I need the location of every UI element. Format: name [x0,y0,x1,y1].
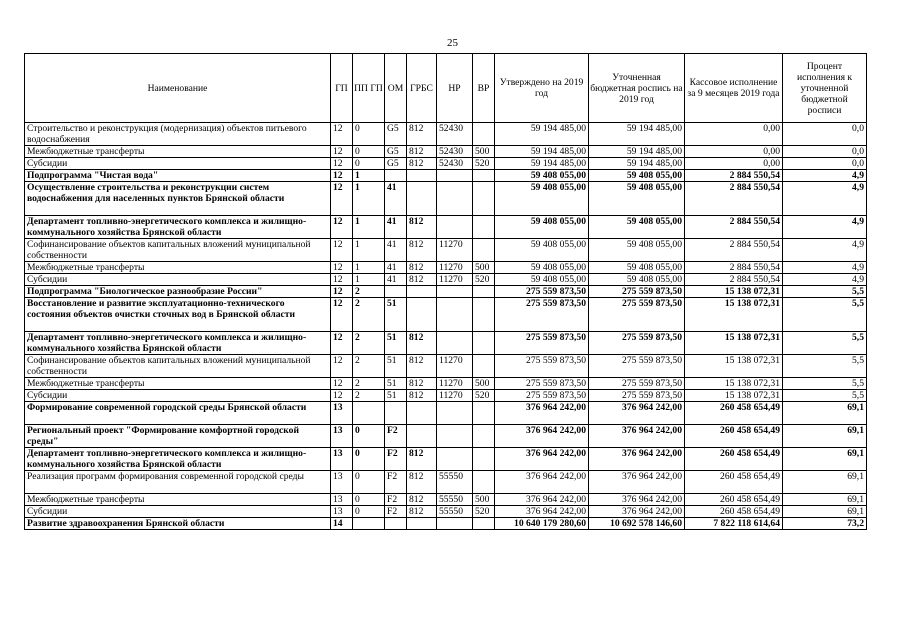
table-row [25,378,867,390]
row-ppgp: 1 [353,216,385,239]
row-percent: 5,5 [783,286,867,298]
row-grbs [407,170,437,182]
row-nr: 11270 [437,355,473,378]
row-nr: 55550 [437,506,473,518]
row-approved: 275 559 873,50 [495,332,589,355]
table-row [25,262,867,274]
row-vr: 500 [473,378,495,390]
row-gp: 14 [331,518,353,530]
row-nr: 11270 [437,274,473,286]
row-name: Софинансирование объектов капитальных вложений муниципальной собственности [25,239,331,262]
row-cash: 2 884 550,54 [685,262,783,274]
row-om: G5 [385,123,407,146]
row-grbs: 812 [407,471,437,494]
row-name: Софинансирование объектов капитальных вложений муниципальной собственности [25,355,331,378]
row-approved: 275 559 873,50 [495,355,589,378]
header-nr: НР [437,54,473,123]
row-nr [437,298,473,332]
row-approved: 59 408 055,00 [495,216,589,239]
row-cash: 260 458 654,49 [685,448,783,471]
row-gp: 12 [331,123,353,146]
row-gp: 13 [331,506,353,518]
row-om: F2 [385,425,407,448]
row-name: Межбюджетные трансферты [25,494,331,506]
row-nr: 52430 [437,146,473,158]
row-refined: 59 194 485,00 [589,123,685,146]
row-approved: 376 964 242,00 [495,494,589,506]
row-name: Подпрограмма "Биологическое разнообразие России" [25,286,331,298]
row-grbs: 812 [407,332,437,355]
row-name: Субсидии [25,274,331,286]
row-ppgp: 1 [353,182,385,216]
row-vr [473,518,495,530]
table-row [25,182,867,216]
row-nr: 11270 [437,378,473,390]
row-refined: 376 964 242,00 [589,402,685,425]
table-row [25,471,867,494]
row-percent: 0,0 [783,158,867,170]
row-name: Межбюджетные трансферты [25,146,331,158]
row-refined: 275 559 873,50 [589,378,685,390]
row-cash: 15 138 072,31 [685,298,783,332]
row-refined: 376 964 242,00 [589,506,685,518]
row-name: Строительство и реконструкция (модернизация) объектов питьевого водоснабжения [25,123,331,146]
row-grbs [407,286,437,298]
row-ppgp [353,402,385,425]
row-nr: 52430 [437,123,473,146]
row-cash: 15 138 072,31 [685,390,783,402]
row-om: 51 [385,298,407,332]
row-gp: 12 [331,262,353,274]
row-nr: 55550 [437,494,473,506]
row-vr [473,402,495,425]
row-ppgp: 2 [353,298,385,332]
row-refined: 376 964 242,00 [589,471,685,494]
row-refined: 59 194 485,00 [589,158,685,170]
header-cash: Кассовое исполнение за 9 месяцев 2019 года [685,54,783,123]
header-refined: Уточненная бюджетная роспись на 2019 год [589,54,685,123]
row-vr [473,286,495,298]
row-percent: 5,5 [783,355,867,378]
row-grbs [407,298,437,332]
row-refined: 59 408 055,00 [589,182,685,216]
row-refined: 59 408 055,00 [589,216,685,239]
row-approved: 275 559 873,50 [495,286,589,298]
row-om: 51 [385,378,407,390]
row-om [385,170,407,182]
row-gp: 12 [331,158,353,170]
row-percent: 69,1 [783,425,867,448]
row-vr [473,123,495,146]
table-row [25,355,867,378]
row-om: 41 [385,274,407,286]
row-om: 41 [385,239,407,262]
row-percent: 4,9 [783,182,867,216]
row-refined: 376 964 242,00 [589,425,685,448]
row-refined: 376 964 242,00 [589,448,685,471]
header-percent: Процент исполнения к уточненной бюджетной росписи [783,54,867,123]
row-cash: 2 884 550,54 [685,274,783,286]
row-cash: 2 884 550,54 [685,182,783,216]
row-om [385,402,407,425]
table-row [25,506,867,518]
row-vr [473,425,495,448]
row-cash: 260 458 654,49 [685,494,783,506]
row-cash: 2 884 550,54 [685,216,783,239]
row-percent: 5,5 [783,378,867,390]
row-refined: 10 692 578 146,60 [589,518,685,530]
row-grbs [407,402,437,425]
row-nr: 11270 [437,262,473,274]
row-name: Субсидии [25,158,331,170]
row-cash: 0,00 [685,123,783,146]
row-om: G5 [385,158,407,170]
row-cash: 0,00 [685,158,783,170]
row-approved: 376 964 242,00 [495,506,589,518]
row-vr: 500 [473,494,495,506]
table-row [25,170,867,182]
row-percent: 4,9 [783,239,867,262]
row-cash: 260 458 654,49 [685,425,783,448]
row-refined: 275 559 873,50 [589,390,685,402]
row-percent: 69,1 [783,402,867,425]
row-ppgp: 2 [353,355,385,378]
row-vr [473,216,495,239]
row-name: Развитие здравоохранения Брянской области [25,518,331,530]
table-row [25,216,867,239]
row-gp: 12 [331,216,353,239]
row-nr [437,332,473,355]
table-row [25,518,867,530]
row-percent: 4,9 [783,274,867,286]
row-gp: 13 [331,448,353,471]
row-approved: 59 194 485,00 [495,146,589,158]
row-percent: 69,1 [783,506,867,518]
row-approved: 59 408 055,00 [495,239,589,262]
row-om: 51 [385,332,407,355]
row-percent: 5,5 [783,332,867,355]
table-row [25,158,867,170]
row-ppgp: 0 [353,448,385,471]
table-row [25,298,867,332]
row-grbs [407,182,437,216]
row-grbs: 812 [407,262,437,274]
header-om: ОМ [385,54,407,123]
header-ppgp: ПП ГП [353,54,385,123]
row-grbs: 812 [407,274,437,286]
row-ppgp: 1 [353,170,385,182]
row-approved: 275 559 873,50 [495,390,589,402]
row-grbs [407,518,437,530]
row-ppgp: 0 [353,494,385,506]
row-cash: 260 458 654,49 [685,402,783,425]
row-cash: 15 138 072,31 [685,332,783,355]
row-vr [473,355,495,378]
row-ppgp: 1 [353,262,385,274]
row-cash: 15 138 072,31 [685,378,783,390]
row-refined: 376 964 242,00 [589,494,685,506]
row-refined: 59 194 485,00 [589,146,685,158]
row-refined: 275 559 873,50 [589,298,685,332]
row-approved: 59 408 055,00 [495,182,589,216]
header-gp: ГП [331,54,353,123]
table-row [25,494,867,506]
row-grbs: 812 [407,239,437,262]
row-gp: 12 [331,182,353,216]
row-refined: 59 408 055,00 [589,239,685,262]
row-refined: 59 408 055,00 [589,274,685,286]
row-ppgp: 0 [353,146,385,158]
row-cash: 2 884 550,54 [685,239,783,262]
row-gp: 13 [331,494,353,506]
row-percent: 5,5 [783,390,867,402]
row-vr [473,182,495,216]
row-cash: 15 138 072,31 [685,355,783,378]
row-nr: 55550 [437,471,473,494]
row-ppgp: 2 [353,332,385,355]
row-cash: 260 458 654,49 [685,506,783,518]
row-percent: 4,9 [783,170,867,182]
row-nr [437,448,473,471]
row-nr: 11270 [437,239,473,262]
row-om: F2 [385,506,407,518]
row-name: Департамент топливно-энергетического комплекса и жилищно-коммунального хозяйства Брянской области [25,448,331,471]
table-row [25,239,867,262]
row-ppgp: 2 [353,390,385,402]
row-nr [437,518,473,530]
row-approved: 275 559 873,50 [495,298,589,332]
row-name: Департамент топливно-энергетического комплекса и жилищно-коммунального хозяйства Брянской области [25,216,331,239]
header-vr: ВР [473,54,495,123]
row-percent: 0,0 [783,146,867,158]
row-gp: 12 [331,378,353,390]
row-nr [437,286,473,298]
row-om [385,286,407,298]
row-name: Межбюджетные трансферты [25,262,331,274]
row-ppgp: 0 [353,506,385,518]
row-om: G5 [385,146,407,158]
row-percent: 73,2 [783,518,867,530]
row-name: Субсидии [25,390,331,402]
table-row [25,286,867,298]
header-name: Наименование [25,54,331,123]
row-ppgp: 0 [353,158,385,170]
table-row [25,425,867,448]
row-om: 51 [385,355,407,378]
header-grbs: ГРБС [407,54,437,123]
row-cash: 0,00 [685,146,783,158]
row-ppgp: 0 [353,471,385,494]
row-ppgp: 2 [353,378,385,390]
row-approved: 275 559 873,50 [495,378,589,390]
row-percent: 69,1 [783,471,867,494]
row-grbs: 812 [407,494,437,506]
row-cash: 260 458 654,49 [685,471,783,494]
header-approved: Утверждено на 2019 год [495,54,589,123]
row-vr [473,239,495,262]
table-row [25,448,867,471]
row-vr: 520 [473,274,495,286]
row-approved: 376 964 242,00 [495,425,589,448]
row-approved: 10 640 179 280,60 [495,518,589,530]
row-name: Реализация программ формирования современной городской среды [25,471,331,494]
table-header-row [25,54,867,123]
row-name: Субсидии [25,506,331,518]
row-gp: 12 [331,274,353,286]
row-gp: 12 [331,355,353,378]
row-gp: 12 [331,286,353,298]
row-gp: 13 [331,402,353,425]
row-grbs: 812 [407,355,437,378]
table-row [25,390,867,402]
row-ppgp: 0 [353,123,385,146]
row-vr: 520 [473,390,495,402]
row-refined: 275 559 873,50 [589,286,685,298]
table-row [25,274,867,286]
row-ppgp: 1 [353,274,385,286]
row-nr: 52430 [437,158,473,170]
row-om: 41 [385,262,407,274]
row-om: 41 [385,182,407,216]
page-number: 25 [447,37,458,49]
row-approved: 59 194 485,00 [495,158,589,170]
row-approved: 59 194 485,00 [495,123,589,146]
row-vr [473,471,495,494]
row-refined: 275 559 873,50 [589,355,685,378]
row-cash: 7 822 118 614,64 [685,518,783,530]
row-percent: 4,9 [783,216,867,239]
row-refined: 59 408 055,00 [589,170,685,182]
row-om: 41 [385,216,407,239]
row-ppgp: 2 [353,286,385,298]
table-row [25,402,867,425]
row-grbs: 812 [407,123,437,146]
row-approved: 59 408 055,00 [495,170,589,182]
row-name: Осуществление строительства и реконструкции систем водоснабжения для населенных пунктов Брянской области [25,182,331,216]
row-approved: 376 964 242,00 [495,448,589,471]
row-vr: 520 [473,158,495,170]
table-row [25,123,867,146]
row-gp: 13 [331,471,353,494]
row-grbs: 812 [407,378,437,390]
row-om: F2 [385,471,407,494]
row-om: F2 [385,494,407,506]
row-om: F2 [385,448,407,471]
row-percent: 69,1 [783,494,867,506]
row-cash: 2 884 550,54 [685,170,783,182]
row-gp: 13 [331,425,353,448]
row-gp: 12 [331,146,353,158]
row-approved: 59 408 055,00 [495,262,589,274]
row-percent: 0,0 [783,123,867,146]
row-vr: 500 [473,146,495,158]
row-nr [437,170,473,182]
row-approved: 59 408 055,00 [495,274,589,286]
row-vr: 520 [473,506,495,518]
row-grbs: 812 [407,506,437,518]
row-nr [437,402,473,425]
row-name: Межбюджетные трансферты [25,378,331,390]
row-gp: 12 [331,332,353,355]
row-gp: 12 [331,390,353,402]
row-ppgp [353,518,385,530]
row-percent: 4,9 [783,262,867,274]
row-vr: 500 [473,262,495,274]
row-cash: 15 138 072,31 [685,286,783,298]
row-name: Региональный проект "Формирование комфортной городской среды" [25,425,331,448]
row-grbs: 812 [407,390,437,402]
row-grbs: 812 [407,158,437,170]
row-ppgp: 1 [353,239,385,262]
row-nr [437,216,473,239]
row-name: Формирование современной городской среды Брянской области [25,402,331,425]
row-gp: 12 [331,170,353,182]
row-gp: 12 [331,239,353,262]
row-name: Восстановление и развитие эксплуатационно-технического состояния объектов очистки сточных вод в Брянской области [25,298,331,332]
row-grbs: 812 [407,146,437,158]
row-grbs [407,425,437,448]
row-om: 51 [385,390,407,402]
table-row [25,332,867,355]
budget-execution-table [24,53,867,530]
row-refined: 275 559 873,50 [589,332,685,355]
row-gp: 12 [331,298,353,332]
row-nr [437,425,473,448]
row-percent: 5,5 [783,298,867,332]
row-vr [473,448,495,471]
row-approved: 376 964 242,00 [495,471,589,494]
row-grbs: 812 [407,216,437,239]
row-name: Департамент топливно-энергетического комплекса и жилищно-коммунального хозяйства Брянской области [25,332,331,355]
row-nr [437,182,473,216]
row-vr [473,170,495,182]
row-refined: 59 408 055,00 [589,262,685,274]
row-ppgp: 0 [353,425,385,448]
row-grbs: 812 [407,448,437,471]
row-approved: 376 964 242,00 [495,402,589,425]
row-om [385,518,407,530]
table-row [25,146,867,158]
row-name: Подпрограмма "Чистая вода" [25,170,331,182]
row-percent: 69,1 [783,448,867,471]
row-nr: 11270 [437,390,473,402]
row-vr [473,332,495,355]
row-vr [473,298,495,332]
